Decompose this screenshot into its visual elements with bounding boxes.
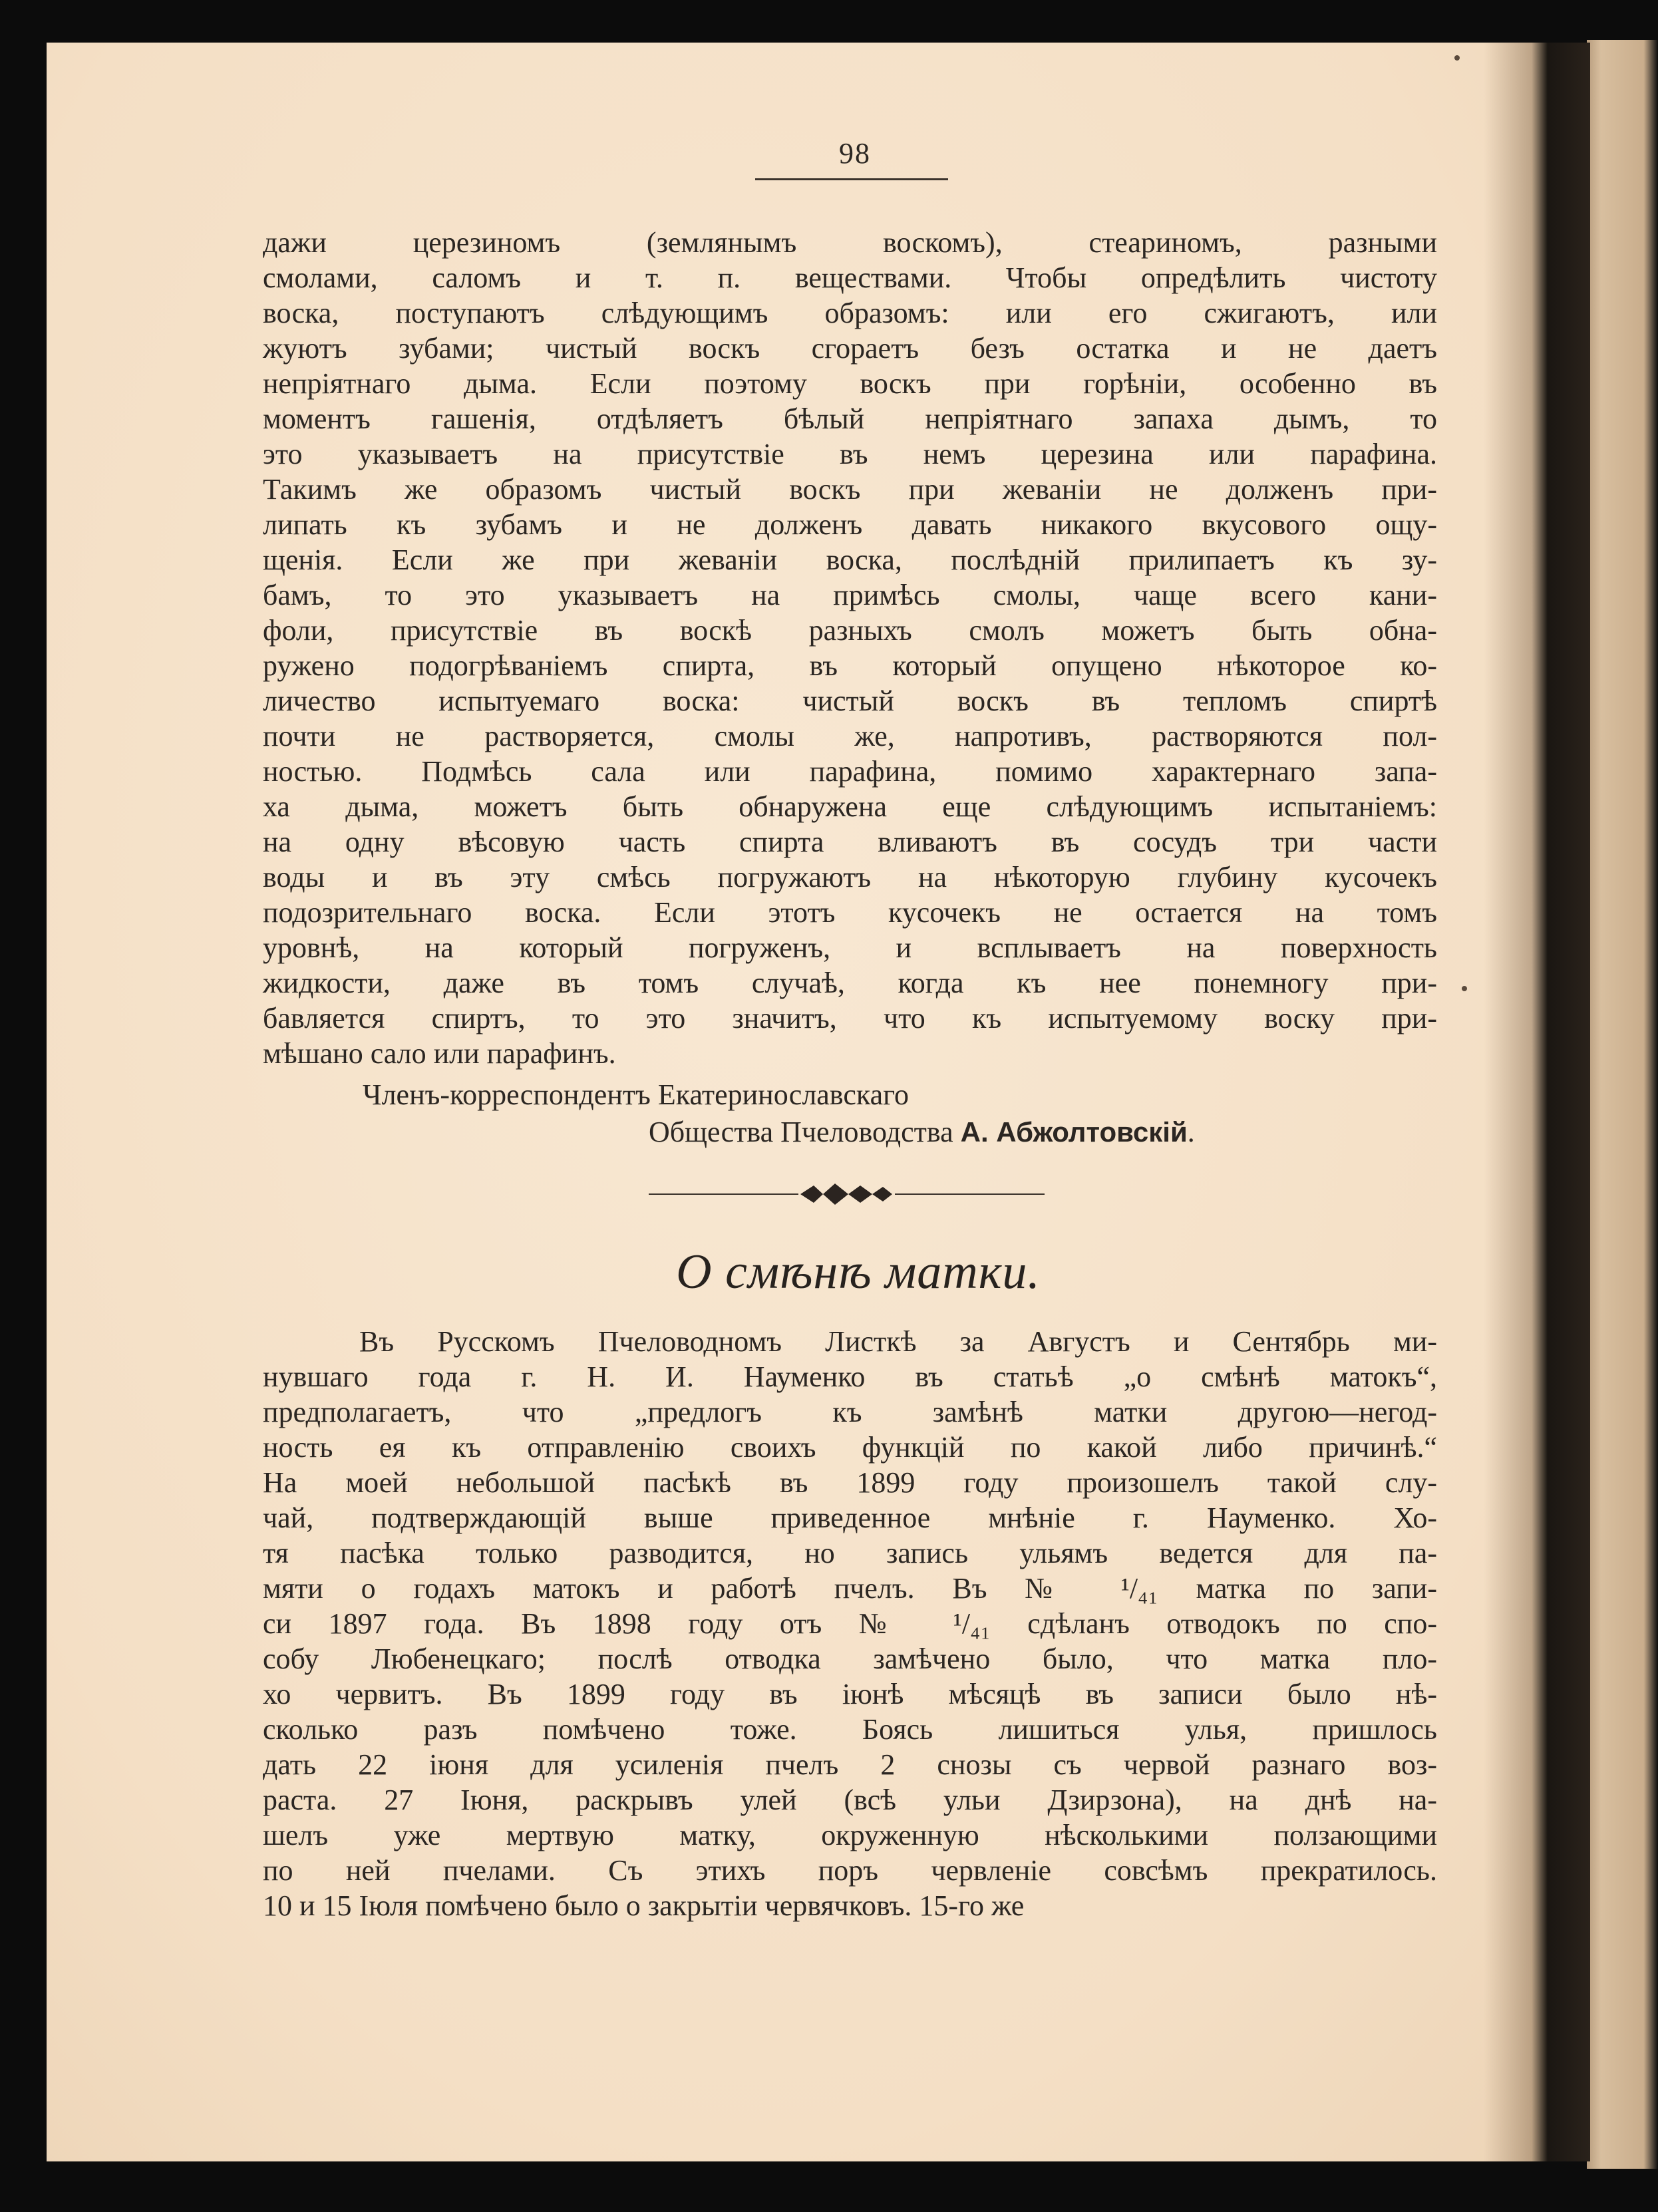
text-line: раста. 27 Іюня, раскрывъ улей (всѣ ульи Дзирзона), на днѣ на- — [263, 1784, 1437, 1816]
text-line: ность ея къ отправленію своихъ функцій по какой либо причинѣ.“ — [263, 1431, 1437, 1464]
page-number: 98 — [839, 137, 871, 170]
text-line: моментъ гашенія, отдѣляетъ бѣлый непріятнаго запаха дымъ, то — [263, 402, 1437, 435]
paragraph-wax-testing — [263, 225, 1437, 1071]
signature-period: . — [1187, 1116, 1195, 1148]
text-line: воска, поступаютъ слѣдующимъ образомъ: или его сжигаютъ, или — [263, 297, 1437, 329]
text-line: ха дыма, можетъ быть обнаружена еще слѣдующимъ испытаніемъ: — [263, 790, 1437, 823]
text-line: жидкости, даже въ томъ случаѣ, когда къ нее понемногу при- — [263, 967, 1437, 999]
text-line: Такимъ же образомъ чистый воскъ при жеваніи не долженъ при- — [263, 473, 1437, 506]
text-line: дать 22 іюня для усиленія пчелъ 2 снозы съ червой разнаго воз- — [263, 1748, 1437, 1781]
text-line: дажи церезиномъ (землянымъ воскомъ), стеариномъ, разными — [263, 226, 1437, 259]
text-line: На моей небольшой пасѣкѣ въ 1899 году произошелъ такой слу- — [263, 1466, 1437, 1499]
paragraph-queen-replacement — [263, 1324, 1437, 1923]
text-line: щенія. Если же при жеваніи воска, послѣдній прилипаетъ къ зу- — [263, 544, 1437, 576]
page-number-rule — [755, 178, 948, 180]
article-title: О смѣнѣ матки. — [676, 1245, 1041, 1299]
text-line: сколько разъ помѣчено тоже. Боясь лишиться улья, пришлось — [263, 1713, 1437, 1746]
text-line: нувшаго года г. Н. И. Науменко въ статьѣ „о смѣнѣ матокъ“, — [263, 1360, 1437, 1393]
text-line: предполагаетъ, что „предлогъ къ замѣнѣ матки другою—негод- — [263, 1396, 1437, 1428]
text-line: шелъ уже мертвую матку, окруженную нѣсколькими ползающими — [263, 1819, 1437, 1851]
text-line: подозрительнаго воска. Если этотъ кусочекъ не остается на томъ — [263, 896, 1437, 929]
text-line: воды и въ эту смѣсь погружаютъ на нѣкоторую глубину кусочекъ — [263, 861, 1437, 893]
text-line: уровнѣ, на который погруженъ, и всплываетъ на поверхность — [263, 931, 1437, 964]
text-line: ружено подогрѣваніемъ спирта, въ который опущено нѣкоторое ко- — [263, 649, 1437, 682]
page-speck — [1462, 986, 1467, 991]
text-line: чай, подтверждающій выше приведенное мнѣніе г. Науменко. Хо- — [263, 1501, 1437, 1534]
section-divider-ornament — [649, 1178, 1045, 1211]
text-line: почти не растворяется, смолы же, напротивъ, растворяются пол- — [263, 720, 1437, 752]
text-line: мѣшано сало или парафинъ. — [263, 1037, 616, 1070]
text-line: си 1897 года. Въ 1898 году отъ № ¹/₄₁ сдѣланъ отводокъ по спо- — [263, 1607, 1437, 1640]
signature-author-name: А. Абжолтовскій — [960, 1116, 1188, 1148]
text-line: личество испытуемаго воска: чистый воскъ въ тепломъ спиртѣ — [263, 685, 1437, 717]
text-line: Въ Русскомъ Пчеловодномъ Листкѣ за Августъ и Сентябрь ми- — [359, 1325, 1437, 1358]
text-line: хо червитъ. Въ 1899 году въ іюнѣ мѣсяцѣ въ записи было нѣ- — [263, 1678, 1437, 1710]
text-line: мяти о годахъ матокъ и работѣ пчелъ. Въ № ¹/₄₁ матка по запи- — [263, 1572, 1437, 1605]
page-gutter-shadow — [1484, 43, 1590, 2161]
text-line: ностью. Подмѣсь сала или парафина, помимо характернаго запа- — [263, 755, 1437, 788]
signature-society — [649, 1115, 1195, 1149]
text-line: 10 и 15 Іюля помѣчено было о закрытіи червячковъ. 15-го же — [263, 1889, 1025, 1922]
signature-society-text: Общества Пчеловодства — [649, 1116, 953, 1148]
text-line: на одну вѣсовую часть спирта вливаютъ въ сосудъ три части — [263, 826, 1437, 858]
text-line: фоли, присутствіе въ воскѣ разныхъ смолъ можетъ быть обна- — [263, 614, 1437, 647]
page-edge — [1587, 40, 1658, 2169]
signature-title: Членъ-корреспондентъ Екатеринославскаго — [363, 1078, 910, 1111]
text-line: липать къ зубамъ и не долженъ давать никакого вкусового ощу- — [263, 508, 1437, 541]
text-line: смолами, саломъ и т. п. веществами. Чтобы опредѣлить чистоту — [263, 261, 1437, 294]
text-line: бавляется спиртъ, то это значитъ, что къ испытуемому воску при- — [263, 1002, 1437, 1034]
text-line: бамъ, то это указываетъ на примѣсь смолы, чаще всего кани- — [263, 579, 1437, 611]
text-line: собу Любенецкаго; послѣ отводка замѣчено было, что матка пло- — [263, 1643, 1437, 1675]
text-line: жуютъ зубами; чистый воскъ сгораетъ безъ остатка и не даетъ — [263, 332, 1437, 365]
page-speck — [1454, 55, 1460, 61]
text-line: это указываетъ на присутствіе въ немъ церезина или парафина. — [263, 438, 1437, 470]
text-line: непріятнаго дыма. Если поэтому воскъ при горѣніи, особенно въ — [263, 367, 1437, 400]
text-line: по ней пчелами. Съ этихъ поръ червленіе совсѣмъ прекратилось. — [263, 1854, 1437, 1887]
text-line: тя пасѣка только разводится, но запись ульямъ ведется для па- — [263, 1537, 1437, 1569]
